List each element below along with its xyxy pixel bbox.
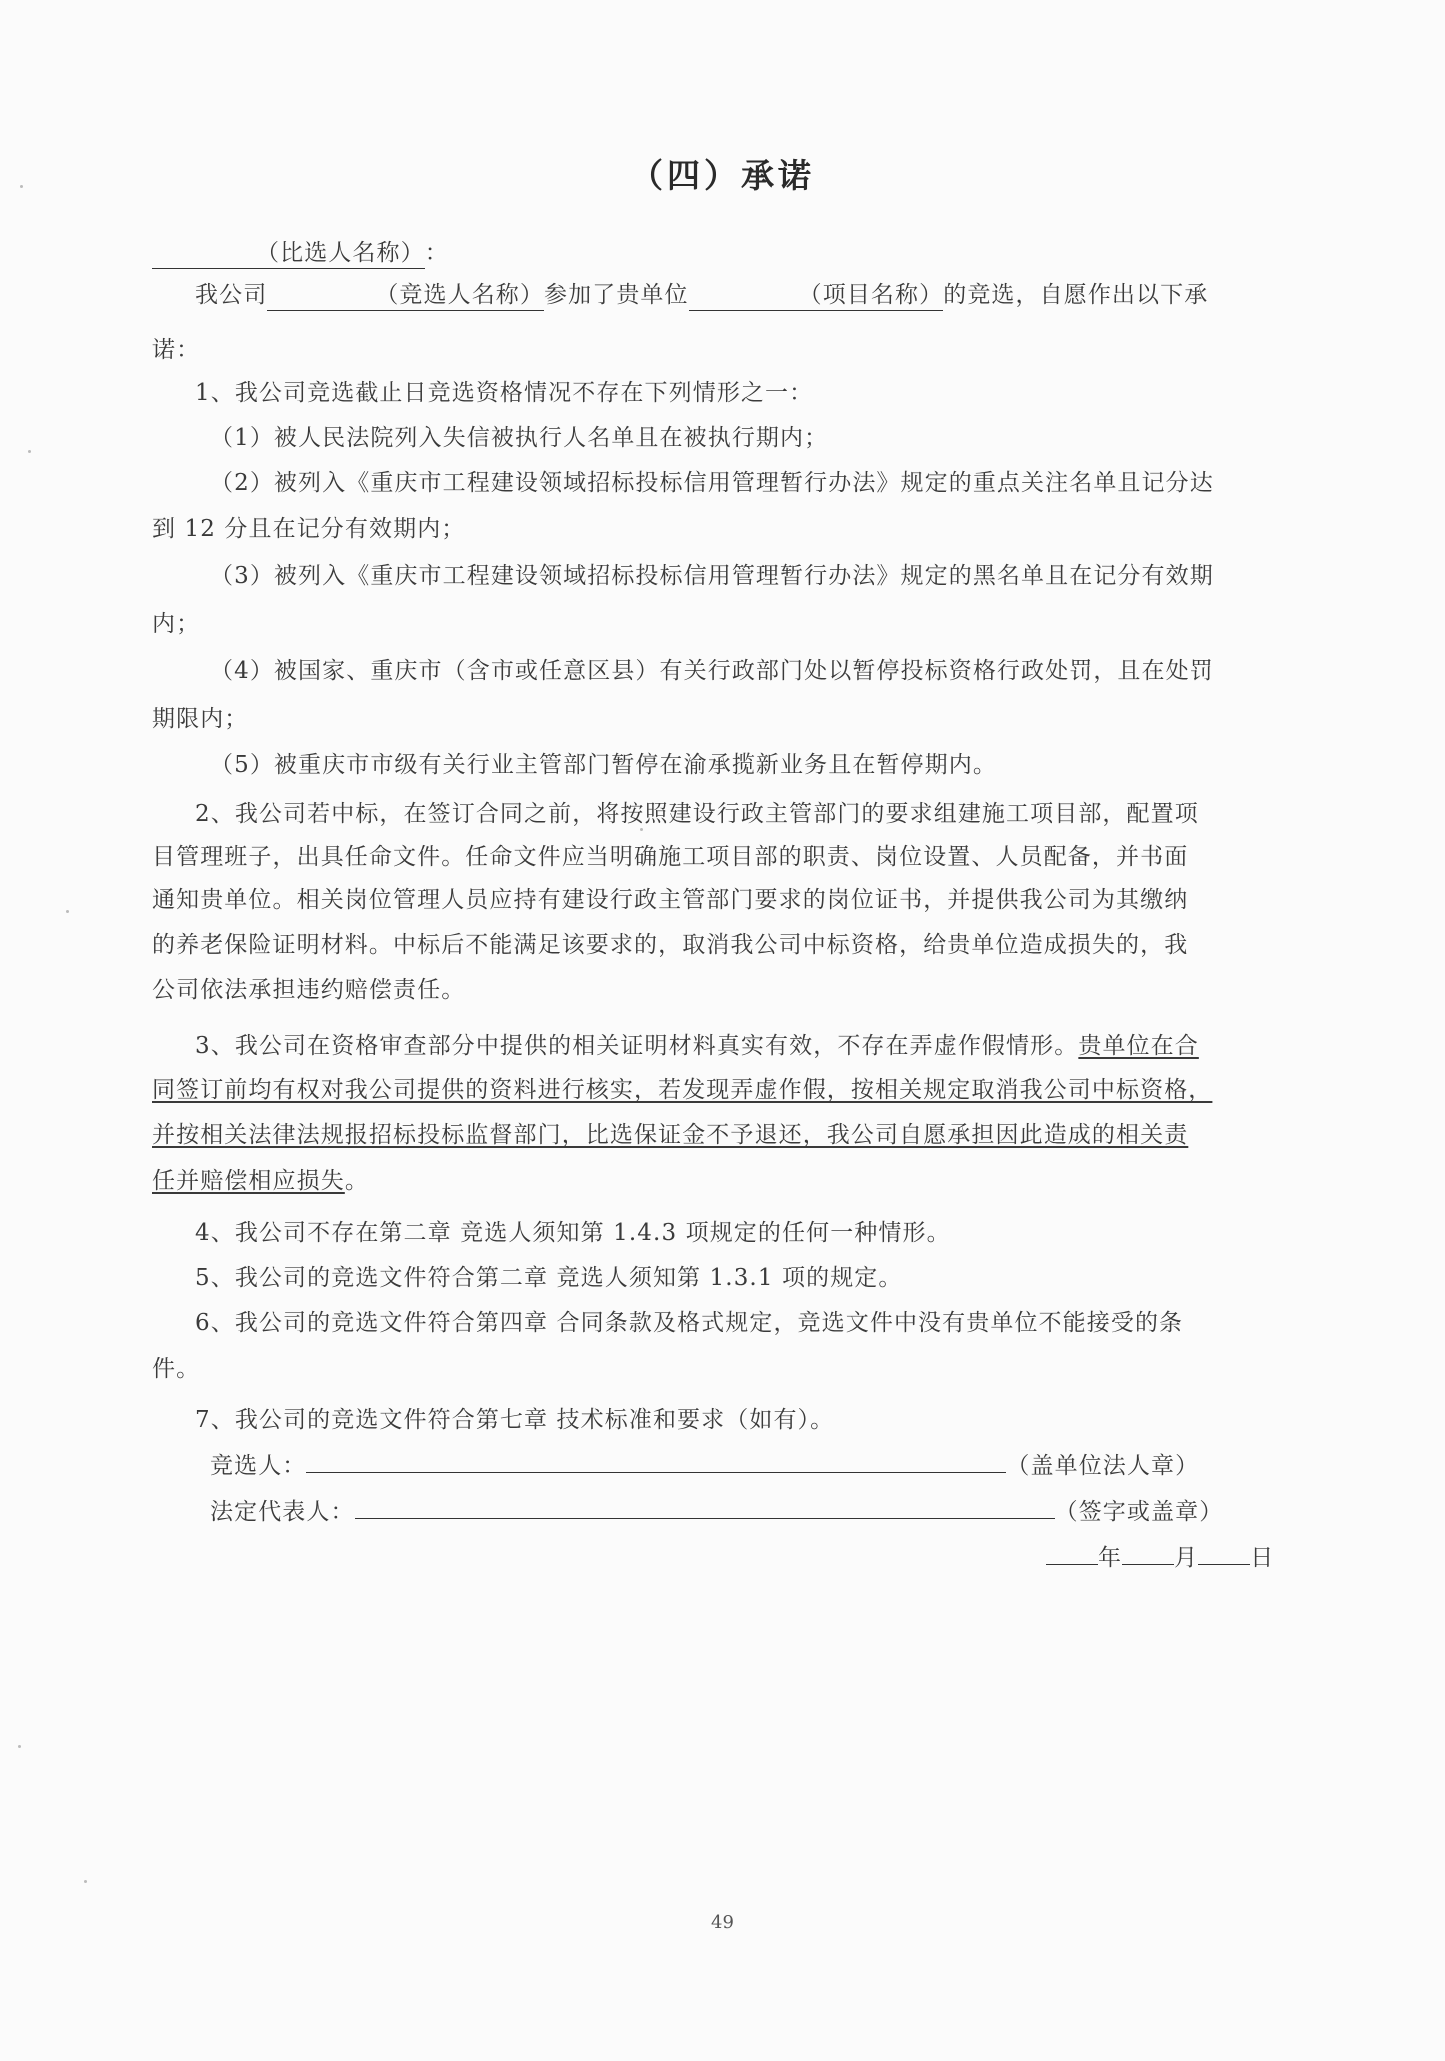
item7: 7、我公司的竞选文件符合第七章 技术标准和要求（如有）。 [195, 1407, 835, 1433]
intro-suffix: 的竞选，自愿作出以下承 [943, 282, 1209, 308]
item1-sub1: （1）被人民法院列入失信被执行人名单且在被执行期内； [210, 425, 829, 451]
bidder-name-placeholder: （竞选人名称） [267, 280, 544, 311]
item3-underlined-text: 贵单位在合 [1078, 1033, 1199, 1059]
item3-underlined-text: 同签订前均有权对我公司提供的资料进行核实，若发现弄虚作假，按相关规定取消我公司中标资格， [152, 1077, 1213, 1103]
item4: 4、我公司不存在第二章 竞选人须知第 1.4.3 项规定的任何一种情形。 [195, 1220, 951, 1246]
page-number: 49 [711, 1912, 734, 1933]
item3-end: 。 [344, 1168, 369, 1194]
year-label: 年 [1098, 1545, 1123, 1571]
bidder-sign-label: 竞选人： [210, 1453, 307, 1479]
intro-line [195, 280, 1325, 311]
date-line [1046, 1542, 1286, 1573]
addressee-colon: ： [424, 240, 449, 266]
rep-sign-line [210, 1496, 1340, 1527]
scan-speck [66, 910, 69, 913]
month-blank[interactable] [1122, 1542, 1174, 1565]
day-label: 日 [1250, 1545, 1275, 1571]
item2-line: 的养老保险证明材料。中标后不能满足该要求的，取消我公司中标资格，给贵单位造成损失的，我 [152, 932, 1189, 958]
page-title: （四）承诺 [630, 156, 815, 195]
intro-middle: 参加了贵单位 [544, 282, 689, 308]
intro-prefix: 我公司 [195, 282, 268, 308]
item3-line3 [152, 1120, 1282, 1150]
bidder-sign-note: （盖单位法人章） [1006, 1453, 1200, 1479]
scan-speck [84, 1880, 87, 1883]
item3-line2 [152, 1075, 1282, 1105]
item6-line1: 6、我公司的竞选文件符合第四章 合同条款及格式规定，竞选文件中没有贵单位不能接受的条 [195, 1310, 1184, 1336]
item2-line: 公司依法承担违约赔偿责任。 [152, 977, 466, 1003]
item2-line: 目管理班子，出具任命文件。任命文件应当明确施工项目部的职责、岗位设置、人员配备，并书面 [152, 844, 1189, 870]
rep-sign-blank[interactable] [355, 1496, 1055, 1519]
scan-speck [640, 828, 643, 831]
item2-line: 通知贵单位。相关岗位管理人员应持有建设行政主管部门要求的岗位证书，并提供我公司为其缴纳 [152, 887, 1189, 913]
item5: 5、我公司的竞选文件符合第二章 竞选人须知第 1.3.1 项的规定。 [195, 1265, 903, 1291]
item1-sub4-line1: （4）被国家、重庆市（含市或任意区县）有关行政部门处以暂停投标资格行政处罚，且在处罚 [210, 658, 1214, 684]
item1-head: 1、我公司竞选截止日竞选资格情况不存在下列情形之一： [195, 380, 814, 406]
day-blank[interactable] [1198, 1542, 1250, 1565]
intro-cont: 诺： [152, 337, 201, 363]
year-blank[interactable] [1046, 1542, 1098, 1565]
item2-line: 2、我公司若中标，在签订合同之前，将按照建设行政主管部门的要求组建施工项目部，配置项 [195, 801, 1199, 827]
rep-sign-note: （签字或盖章） [1054, 1499, 1224, 1525]
addressee-placeholder: （比选人名称） [152, 238, 425, 269]
item3-underlined-text: 并按相关法律法规报招标投标监督部门，比选保证金不予退还，我公司自愿承担因此造成的相关责 [152, 1122, 1189, 1148]
bidder-sign-blank[interactable] [306, 1450, 1006, 1473]
month-label: 月 [1174, 1545, 1199, 1571]
addressee-line [152, 238, 1282, 269]
item3-line4 [152, 1166, 1282, 1196]
scan-speck [18, 1745, 21, 1748]
item1-sub2-line1: （2）被列入《重庆市工程建设领域招标投标信用管理暂行办法》规定的重点关注名单且记分达 [210, 470, 1214, 496]
scan-speck [28, 450, 31, 453]
scan-speck [20, 185, 23, 188]
item1-sub3-line1: （3）被列入《重庆市工程建设领域招标投标信用管理暂行办法》规定的黑名单且在记分有效期 [210, 563, 1214, 589]
item1-sub2-line2: 到 12 分且在记分有效期内； [152, 516, 466, 542]
item1-sub4-line2: 期限内； [152, 706, 249, 732]
bidder-sign-line [210, 1450, 1340, 1481]
item3-line1 [195, 1031, 1325, 1061]
project-name-placeholder: （项目名称） [689, 280, 944, 311]
item6-line2: 件。 [152, 1356, 201, 1382]
item1-sub5: （5）被重庆市市级有关行业主管部门暂停在渝承揽新业务且在暂停期内。 [210, 752, 997, 778]
item1-sub3-line2: 内； [152, 611, 201, 637]
item3-underlined-text: 任并赔偿相应损失 [152, 1168, 345, 1194]
item3-text: 3、我公司在资格审查部分中提供的相关证明材料真实有效，不存在弄虚作假情形。 [195, 1033, 1079, 1059]
rep-sign-label: 法定代表人： [210, 1499, 355, 1525]
